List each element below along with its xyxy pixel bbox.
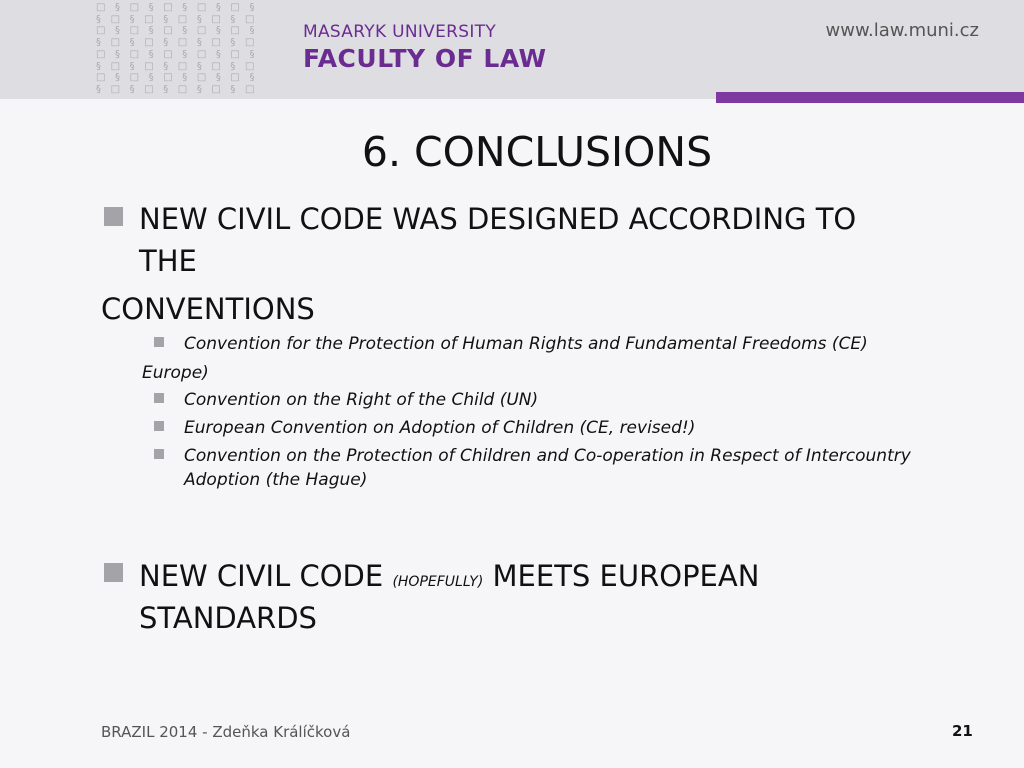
bullet1-line2: THE — [139, 244, 197, 278]
slide-header — [0, 0, 1024, 99]
convention-item-2: Convention on the Right of the Child (UN) — [184, 390, 539, 410]
bullet1-line1: NEW CIVIL CODE WAS DESIGNED ACCORDING TO — [139, 202, 857, 236]
accent-bar — [716, 92, 1024, 103]
page-number: 21 — [952, 722, 973, 740]
bullet2-hopefully: (HOPEFULLY) — [392, 574, 484, 590]
convention-item-1-cont: Europe) — [142, 363, 209, 383]
convention-item-4-line2: Adoption (the Hague) — [184, 470, 368, 490]
sub-bullet-square-icon — [154, 449, 164, 459]
bullet2-line2: STANDARDS — [139, 601, 317, 635]
convention-item-4-line1: Convention on the Protection of Children and Co-operation in Respect of Intercountry — [184, 446, 911, 466]
bullet2-text-after: MEETS EUROPEAN — [492, 559, 760, 593]
sub-bullet-square-icon — [154, 337, 164, 347]
sub-bullet-square-icon — [154, 421, 164, 431]
bullet-square-icon — [104, 207, 123, 226]
bullet1-line3: CONVENTIONS — [101, 292, 315, 326]
slide-title: 6. CONCLUSIONS — [361, 128, 713, 176]
bullet-square-icon — [104, 563, 123, 582]
faculty-logo-pattern: □ § □ § □ § □ § □ § § □ § □ § □ § □ § □ □ § □ § □ § □ § □ § § □ § □ § □ § □ § □ □ § □ § □ § □ § □ § § □ § □ § □ § □ § □ □ § □ § □ § □ § □ § § □ § □ § □ § □ § □ — [96, 2, 258, 95]
university-name: MASARYK UNIVERSITY — [303, 22, 497, 42]
footer-presenter: BRAZIL 2014 - Zdeňka Králíčková — [101, 723, 351, 741]
faculty-name: FACULTY OF LAW — [303, 44, 547, 73]
convention-item-1: Convention for the Protection of Human Rights and Fundamental Freedoms (CE) — [184, 334, 868, 354]
bullet2-line1 — [139, 555, 759, 603]
sub-bullet-square-icon — [154, 393, 164, 403]
website-link[interactable]: www.law.muni.cz — [825, 20, 979, 41]
bullet2-text-before: NEW CIVIL CODE — [139, 559, 384, 593]
convention-item-3: European Convention on Adoption of Children (CE, revised!) — [184, 418, 696, 438]
